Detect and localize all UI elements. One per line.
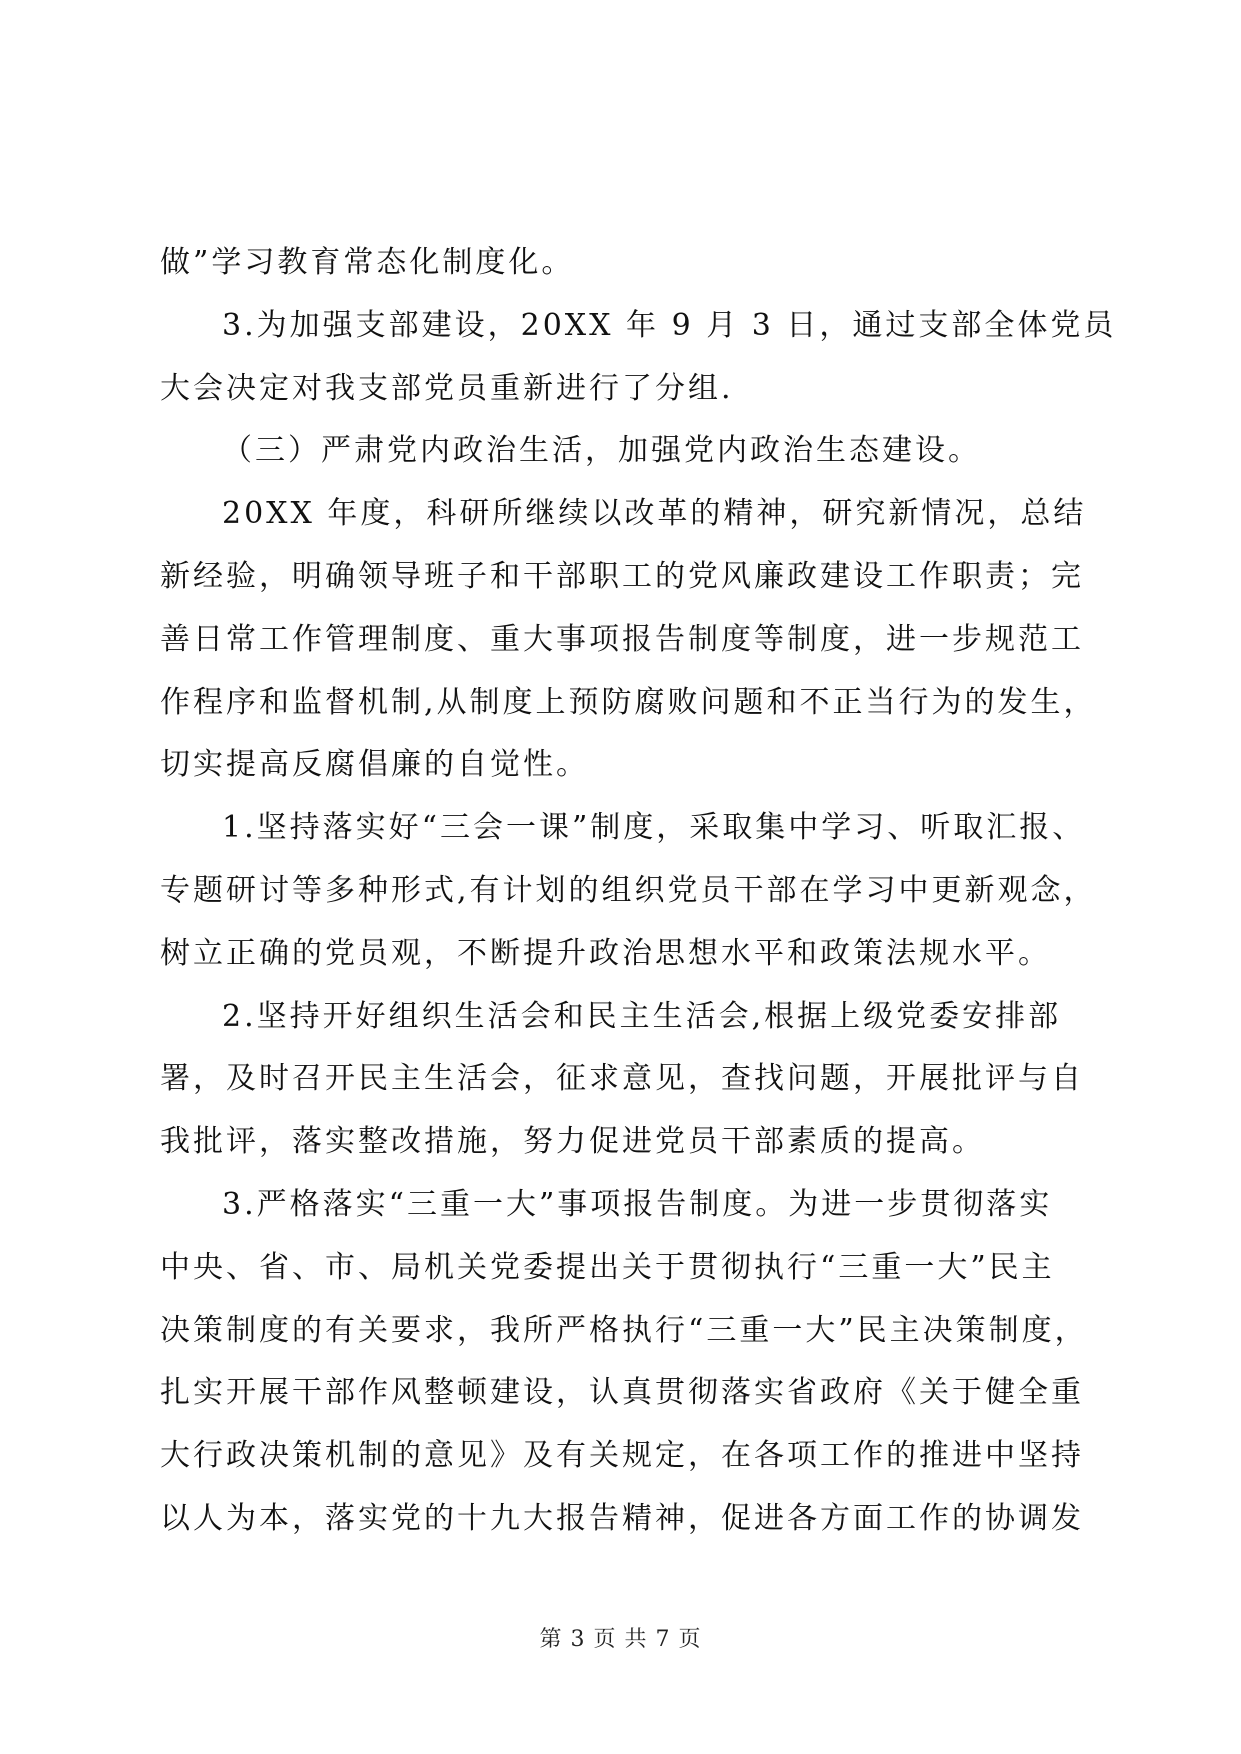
section-heading: （三）严肃党内政治生活，加强党内政治生态建设。	[222, 433, 981, 469]
text-line: 切实提高反腐倡廉的自觉性。	[160, 747, 589, 783]
text-line: 做”学习教育常态化制度化。	[160, 245, 575, 280]
text-line: 我批评，落实整改措施，努力促进党员干部素质的提高。	[160, 1124, 985, 1160]
text-line: 扎实开展干部作风整顿建设，认真贯彻落实省政府《关于健全重	[160, 1375, 1084, 1411]
text-line: 善日常工作管理制度、重大事项报告制度等制度，进一步规范工	[160, 621, 1084, 657]
text-line: 中央、省、市、局机关党委提出关于贯彻执行“三重一大”民主	[160, 1249, 1055, 1285]
document-body	[160, 232, 1117, 1551]
text-line: 树立正确的党员观，不断提升政治思想水平和政策法规水平。	[160, 935, 1051, 971]
text-line: 2.坚持开好组织生活会和民主生活会,根据上级党委安排部	[222, 998, 1062, 1034]
text-line: 决策制度的有关要求，我所严格执行“三重一大”民主决策制度，	[160, 1312, 1088, 1348]
text-line: 专题研讨等多种形式,有计划的组织党员干部在学习中更新观念，	[160, 872, 1097, 908]
text-line: 以人为本，落实党的十九大报告精神，促进各方面工作的协调发	[160, 1500, 1084, 1536]
page-number: 第 3 页 共 7 页	[539, 1627, 702, 1652]
text-line: 3.严格落实“三重一大”事项报告制度。为进一步贯彻落实	[222, 1186, 1053, 1222]
text-line: 3.为加强支部建设，20XX 年 9 月 3 日，通过支部全体党员	[222, 307, 1117, 343]
text-line: 新经验，明确领导班子和干部职工的党风廉政建设工作职责；完	[160, 558, 1084, 594]
text-line: 大行政决策机制的意见》及有关规定，在各项工作的推进中坚持	[160, 1438, 1084, 1474]
text-line: 20XX 年度，科研所继续以改革的精神，研究新情况，总结	[222, 496, 1087, 532]
text-line: 署，及时召开民主生活会，征求意见，查找问题，开展批评与自	[160, 1061, 1084, 1097]
text-line: 作程序和监督机制,从制度上预防腐败问题和不正当行为的发生，	[160, 684, 1097, 720]
text-line: 大会决定对我支部党员重新进行了分组.	[160, 370, 734, 406]
text-line: 1.坚持落实好“三会一课”制度，采取集中学习、听取汇报、	[222, 810, 1086, 846]
